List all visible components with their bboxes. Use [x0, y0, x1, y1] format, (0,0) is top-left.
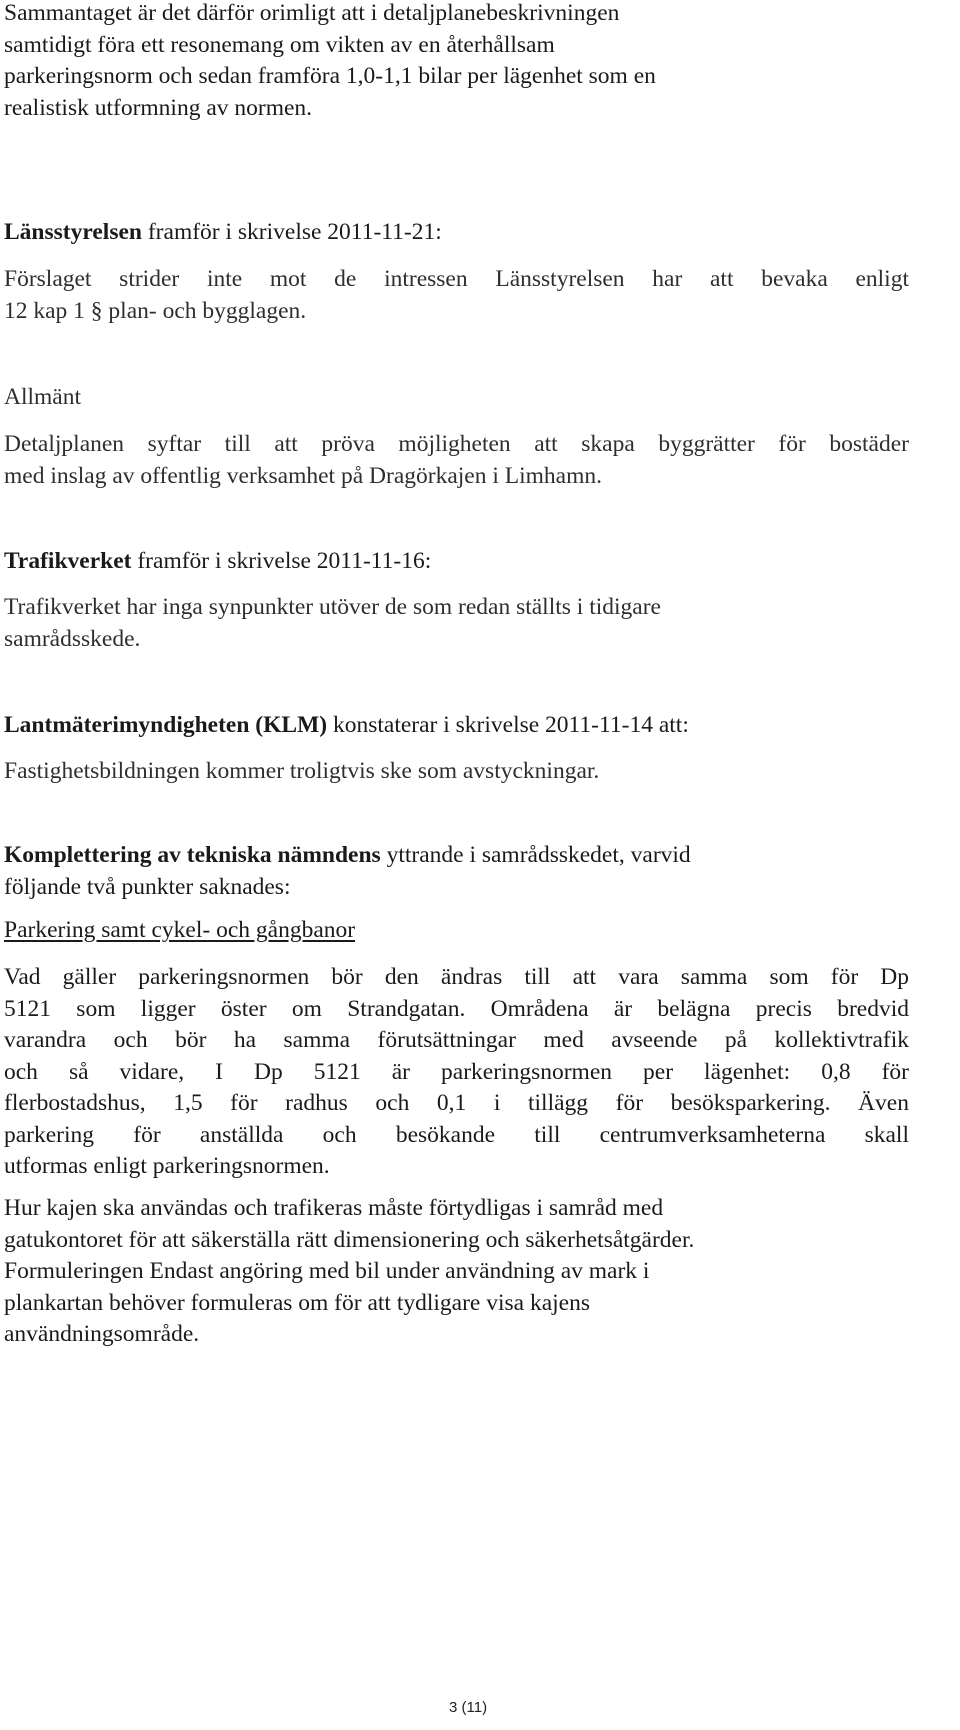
komplettering-line: gatukontoret för att säkerställa rätt dimensionering och säkerhetsåtgärder.	[4, 1226, 695, 1253]
trafikverket-body	[4, 592, 909, 655]
komplettering-line: användningsområde.	[4, 1321, 200, 1347]
komplettering-title: Komplettering av tekniska nämndens	[4, 842, 381, 868]
komplettering-heading	[4, 840, 909, 903]
allmant-line: med inslag av offentlig verksamhet på Dragörkajen i Limhamn.	[4, 462, 602, 489]
klm-heading-rest: konstaterar i skrivelse 2011-11-14 att:	[327, 712, 689, 738]
intro-line: samtidigt föra ett resonemang om vikten av en återhållsam	[4, 31, 555, 58]
komplettering-line: och så vidare, I Dp 5121 är parkeringsnormen per lägenhet: 0,8 för	[4, 1058, 909, 1085]
parkering-subheading	[4, 915, 909, 947]
komplettering-heading-rest: yttrande i samrådsskedet, varvid	[380, 842, 691, 868]
allmant-body	[4, 429, 909, 492]
klm-name: Lantmäterimyndigheten (KLM)	[4, 712, 328, 738]
lansstyrelsen-heading-rest: framför i skrivelse 2011-11-21:	[141, 219, 442, 245]
trafikverket-name: Trafikverket	[4, 548, 132, 574]
komplettering-paragraph-2	[4, 1193, 909, 1351]
lansstyrelsen-line: 12 kap 1 § plan- och bygglagen.	[4, 297, 307, 324]
komplettering-line: flerbostadshus, 1,5 för radhus och 0,1 i tillägg för besöksparkering. Även	[4, 1090, 909, 1116]
lansstyrelsen-heading	[4, 217, 909, 249]
trafikverket-heading	[4, 546, 909, 578]
klm-line: Fastighetsbildningen kommer troligtvis ske som avstyckningar.	[4, 758, 600, 784]
komplettering-line: Formuleringen Endast angöring med bil under användning av mark i	[4, 1258, 650, 1284]
komplettering-line: varandra och bör ha samma förutsättningar med avseende på kollektivtrafik	[4, 1027, 909, 1053]
komplettering-line: 5121 som ligger öster om Strandgatan. Områdena är belägna precis bredvid	[4, 995, 909, 1022]
komplettering-line: Vad gäller parkeringsnormen bör den ändras till att vara samma som för Dp	[4, 964, 909, 990]
lansstyrelsen-line: Förslaget strider inte mot de intressen Länsstyrelsen har att bevaka enligt	[4, 266, 909, 292]
lansstyrelsen-name: Länsstyrelsen	[4, 219, 142, 245]
allmant-line: Detaljplanen syftar till att pröva möjligheten att skapa byggrätter för bostäder	[4, 431, 909, 457]
intro-paragraph	[4, 0, 909, 124]
lansstyrelsen-body	[4, 264, 909, 327]
komplettering-line: plankartan behöver formuleras om för att tydligare visa kajens	[4, 1289, 590, 1316]
komplettering-line: parkering för anställda och besökande till centrumverksamheterna skall	[4, 1121, 909, 1148]
parkering-subheading-text: Parkering samt cykel- och gångbanor	[4, 917, 356, 943]
klm-heading	[4, 710, 909, 742]
komplettering-paragraph-1	[4, 962, 909, 1183]
komplettering-line: utformas enligt parkeringsnormen.	[4, 1153, 330, 1179]
komplettering-heading-line2: följande två punkter saknades:	[4, 873, 291, 900]
trafikverket-line: samrådsskede.	[4, 625, 141, 652]
allmant-heading: Allmänt	[4, 384, 82, 410]
page-number: 3 (11)	[449, 1699, 488, 1716]
intro-line: parkeringsnorm och sedan framföra 1,0-1,1 bilar per lägenhet som en	[4, 63, 656, 89]
komplettering-line: Hur kajen ska användas och trafikeras måste förtydligas i samråd med	[4, 1195, 664, 1221]
intro-line: Sammantaget är det därför orimligt att i detaljplanebeskrivningen	[4, 0, 620, 26]
trafikverket-heading-rest: framför i skrivelse 2011-11-16:	[131, 548, 432, 574]
intro-line: realistisk utformning av normen.	[4, 94, 313, 121]
klm-body	[4, 756, 909, 788]
trafikverket-line: Trafikverket har inga synpunkter utöver de som redan ställts i tidigare	[4, 594, 661, 620]
